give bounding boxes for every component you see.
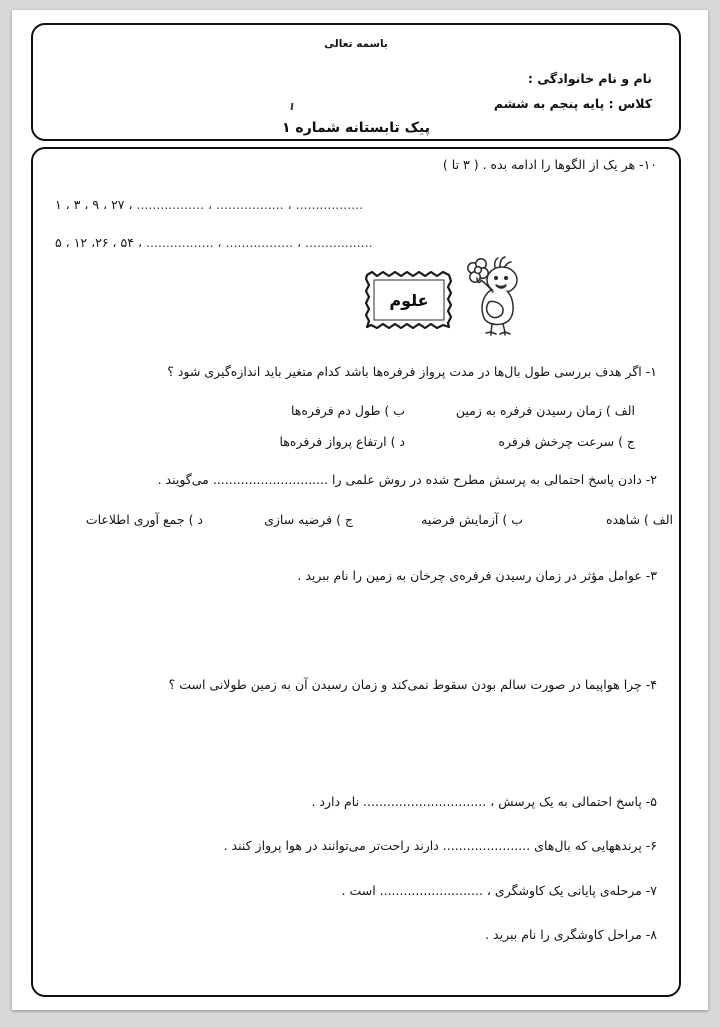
science-question-7: ۷- مرحله‌ی پایانی یک کاوشگری ، .......................... است .: [341, 883, 657, 898]
pattern-blanks-2[interactable]: ................. ، ................. ، .................: [145, 235, 373, 250]
science-label: علوم: [389, 290, 429, 310]
question-2-option-b[interactable]: ب ) آزمایش فرضیه: [421, 512, 523, 527]
worksheet-page: [12, 10, 708, 1010]
content-box: [31, 147, 681, 997]
question-1-options-row-1: [55, 403, 657, 418]
science-question-1: ۱- اگر هدف بررسی طول بال‌ها در مدت پرواز فرفره‌ها باشد کدام متغیر باید اندازه‌گیری شود ؟: [167, 364, 657, 379]
science-badge-group: [363, 254, 533, 339]
science-question-8: ۸- مراحل کاوشگری را نام ببرید .: [485, 927, 657, 942]
pattern-numbers-1: ۱ ، ۳ ، ۹ ، ۲۷ ،: [55, 197, 133, 212]
question-1-option-b[interactable]: ب ) طول دم فرفره‌ها: [290, 403, 405, 418]
question-2-option-d[interactable]: د ) جمع آوری اطلاعات: [85, 512, 203, 527]
basmalah-text: باسمه تعالی: [324, 38, 388, 50]
math-question-10: ۱۰- هر یک از الگوها را ادامه بده . ( ۳ تا ): [442, 157, 657, 172]
question-1-options-row-2: [55, 434, 657, 449]
science-question-5: ۵- پاسخ احتمالی به یک پرسش ، ............................... نام دارد .: [311, 794, 657, 809]
science-question-4: ۴- چرا هواپیما در صورت سالم بودن سقوط نمی‌کند و زمان رسیدن آن به زمین طولانی است ؟: [168, 677, 657, 692]
question-1-option-a[interactable]: الف ) زمان رسیدن فرفره به زمین: [455, 403, 635, 418]
pattern-row-2: [55, 235, 373, 250]
science-question-2: ۲- دادن پاسخ احتمالی به پرسش مطرح شده در روش علمی را ............................. می‌گویند .: [157, 472, 657, 487]
science-question-6: ۶- پرندههایی که بال‌های ...................... دارند راحت‌تر می‌توانند در هوا پرواز کنند .: [223, 838, 657, 853]
class-field-label: کلاس : پایه پنجم به ششم: [493, 96, 652, 111]
pattern-numbers-2: ۵ ، ۱۲ ،۲۶ ، ۵۴ ،: [55, 235, 142, 250]
pattern-row-1: [55, 197, 363, 212]
question-1-option-d[interactable]: د ) ارتفاع پرواز فرفره‌ها: [279, 434, 405, 449]
page-title: پیک تابستانه شماره ۱: [282, 120, 430, 136]
question-1-option-c[interactable]: ج ) سرعت چرخش فرفره: [498, 434, 635, 449]
science-question-3: ۳- عوامل مؤثر در زمان رسیدن فرفره‌ی چرخان به زمین را نام ببرید .: [297, 568, 657, 583]
question-2-option-c[interactable]: ج ) فرضیه سازی: [264, 512, 353, 527]
stray-ink-mark: [291, 103, 294, 110]
chick-with-flower-icon: [449, 254, 533, 342]
student-name-field-label: نام و نام خانوادگی :: [527, 71, 652, 86]
header-box: [31, 23, 681, 141]
pattern-blanks-1[interactable]: ................. ، ................. ، .................: [136, 197, 364, 212]
question-2-options-row: [39, 512, 673, 527]
question-2-option-a[interactable]: الف ) شاهده: [605, 512, 673, 527]
